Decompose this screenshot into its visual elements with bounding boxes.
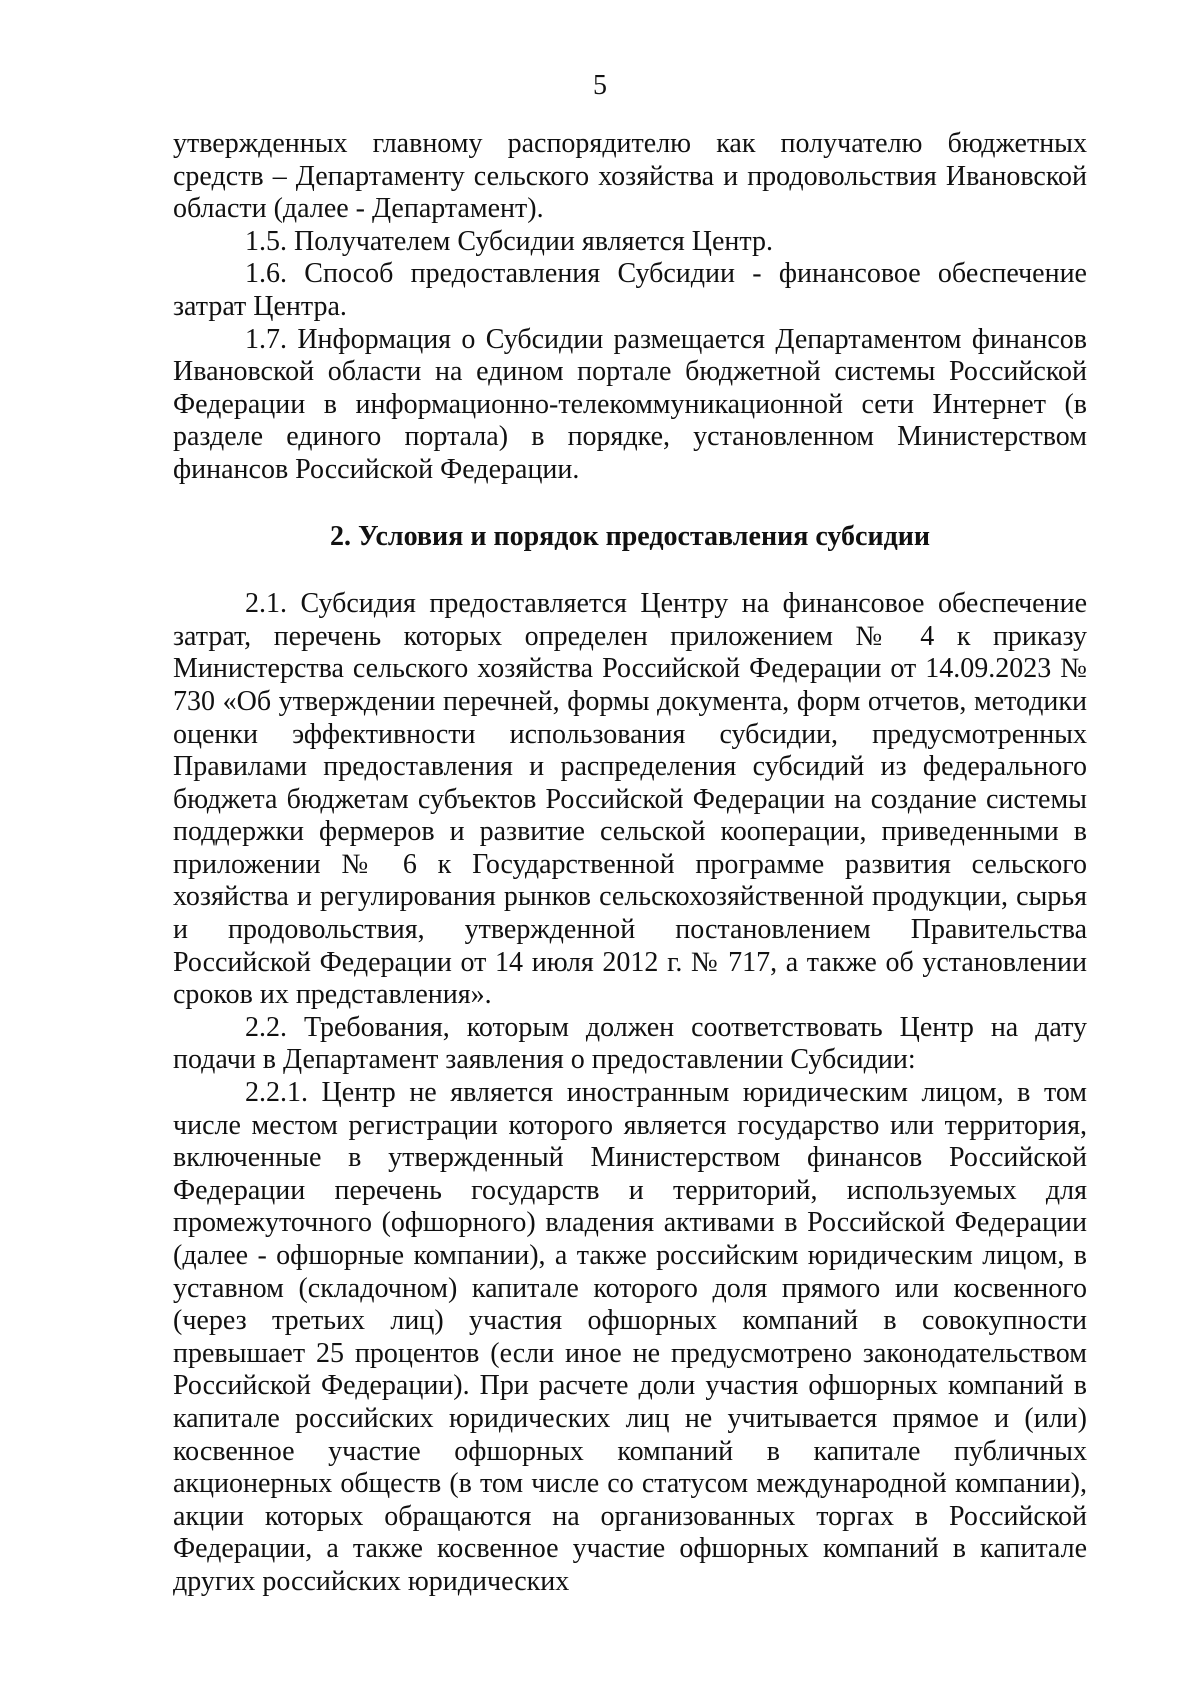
paragraph-2-1: 2.1. Субсидия предоставляется Центру на финансовое обеспечение затрат, перечень которых определен приложением № 4 к приказу Министерства сельского хозяйства Российской Федерации от 14.09.2023 № 730 «Об утверждении перечней, формы документа, форм отчетов, методики оценки эффективности использования субсидии, предусмотренных Правилами предоставления и распределения субсидий из федерального бюджета бюджетам субъектов Российской Федерации на создание системы поддержки фермеров и развитие сельской кооперации, приведенными в приложении № 6 к Государственной программе развития сельского хозяйства и регулирования рынков сельскохозяйственной продукции, сырья и продовольствия, утвержденной постановлением Правительства Российской Федерации от 14 июля 2012 г. № 717, а также об установлении сроков их представления». [173,588,1087,1011]
paragraph-2-2-1: 2.2.1. Центр не является иностранным юридическим лицом, в том числе местом регистрации которого является государство или территория, включенные в утвержденный Министерством финансов Российской Федерации перечень государств и территорий, используемых для промежуточного (офшорного) владения активами в Российской Федерации (далее - офшорные компании), а также российским юридическим лицом, в уставном (складочном) капитале которого доля прямого или косвенного (через третьих лиц) участия офшорных компаний в совокупности превышает 25 процентов (если иное не предусмотрено законодательством Российской Федерации). При расчете доли участия офшорных компаний в капитале российских юридических лиц не учитывается прямое и (или) косвенное участие офшорных компаний в капитале публичных акционерных обществ (в том числе со статусом международной компании), акции которых обращаются на организованных торгах в Российской Федерации, а также косвенное участие офшорных компаний в капитале других российских юридических [173,1077,1087,1597]
paragraph-1-6: 1.6. Способ предоставления Субсидии - финансовое обеспечение затрат Центра. [173,258,1087,322]
paragraph-continuation: утвержденных главному распорядителю как получателю бюджетных средств – Департаменту сельского хозяйства и продовольствия Ивановской области (далее - Департамент). [173,128,1087,225]
document-body [173,128,1087,1599]
paragraph-1-5: 1.5. Получателем Субсидии является Центр. [245,225,773,257]
section-heading: 2. Условия и порядок предоставления субсидии [329,520,931,552]
page-number: 5 [593,70,607,101]
paragraph-1-7: 1.7. Информация о Субсидии размещается Департаментом финансов Ивановской области на едином портале бюджетной системы Российской Федерации в информационно-телекоммуникационной сети Интернет (в разделе единого портала) в порядке, установленном Министерством финансов Российской Федерации. [173,323,1087,485]
paragraph-2-2: 2.2. Требования, которым должен соответствовать Центр на дату подачи в Департамент заявления о предоставлении Субсидии: [173,1011,1087,1076]
